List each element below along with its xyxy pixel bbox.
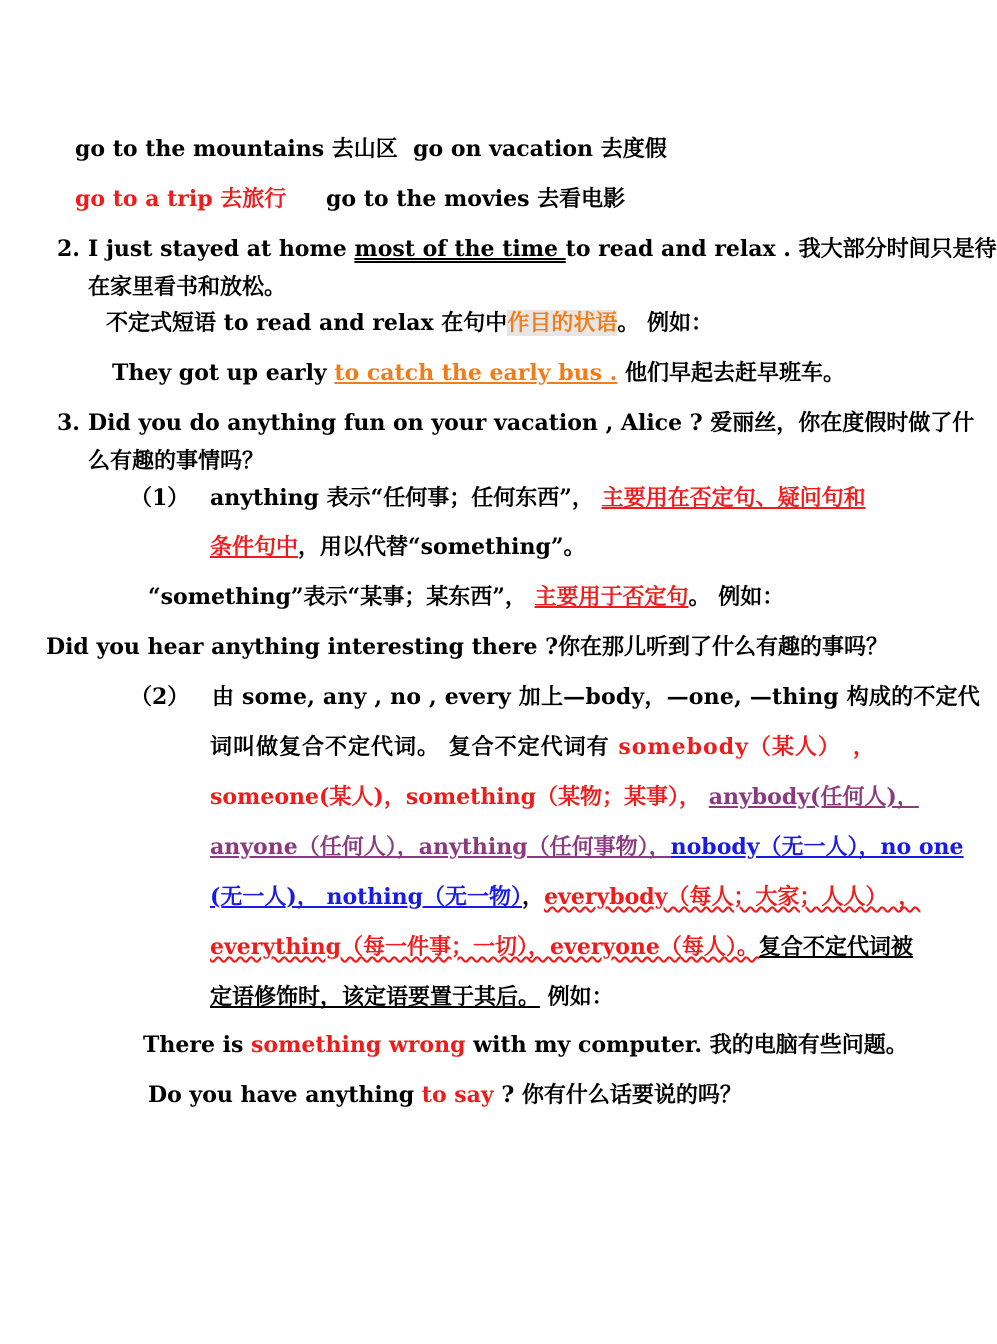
point1-something-rule: 主要用于否定句 — [534, 584, 689, 610]
example-something-wrong: There is something wrong with my computer. 我的电脑有些问题。 — [143, 1032, 908, 1058]
point2-rule-cont: 定语修饰时，该定语要置于其后。 — [210, 984, 541, 1010]
item2-underlined-phrase: most of the time — [354, 236, 566, 262]
phrase-line-1 — [75, 134, 667, 164]
point2-line2: 词叫做复合不定代词。 复合不定代词有 somebody（某人） ， — [210, 734, 876, 760]
item2-note-highlight: 作目的状语 — [507, 310, 618, 336]
pronoun-anyone-anything: anyone（任何人），anything（任何事物）， — [210, 834, 671, 860]
pronoun-someone-something: someone(某人)，something（某物；某事）， — [210, 784, 702, 810]
point1-line1: anything 表示“任何事；任何东西”， 主要用在否定句、疑问句和 — [210, 485, 866, 511]
pronoun-everything-everyone: everything（每一件事；一切），everyone（每人）。 — [210, 934, 759, 960]
example-anything-to-say: Do you have anything to say ? 你有什么话要说的吗？ — [148, 1082, 742, 1108]
item2-sentence: I just stayed at home most of the time to read and relax . 我大部分时间只是待 — [88, 236, 997, 262]
point1-rule: 主要用在否定句、疑问句和 — [601, 485, 866, 511]
phrase-go-to-trip: go to a trip 去旅行 — [75, 186, 287, 212]
item3-sentence: Did you do anything fun on your vacation , Alice ? 爱丽丝，你在度假时做了什 — [88, 410, 975, 436]
item3-number: 3. — [57, 410, 80, 436]
point2-line7: 定语修饰时，该定语要置于其后。 例如： — [210, 984, 614, 1010]
point2-line6 — [210, 932, 913, 962]
point1-line2: 条件句中，用以代替“something”。 — [210, 534, 586, 560]
pronoun-everybody: everybody（每人；大家；人人） ， — [544, 884, 921, 910]
point2-line4 — [210, 832, 964, 862]
phrase-go-to-mountains: go to the mountains 去山区 — [75, 136, 398, 162]
point2-rule: 复合不定代词被 — [758, 934, 913, 960]
phrase-go-on-vacation: go on vacation 去度假 — [413, 136, 667, 162]
point1-rule-cont: 条件句中 — [210, 534, 299, 560]
item3-sentence-line2: 么有趣的事情吗？ — [88, 448, 265, 474]
pronoun-nobody-noone: nobody（无一人），no one — [670, 834, 964, 860]
example-highlight-to-say: to say — [421, 1082, 494, 1108]
item2-number: 2. — [57, 236, 80, 262]
phrase-go-to-movies: go to the movies 去看电影 — [326, 186, 626, 212]
item2-example-phrase: to catch the early bus . — [334, 360, 618, 386]
point1-line3: “something”表示“某事；某东西”， 主要用于否定句。 例如： — [148, 584, 785, 610]
example-hear-anything: Did you hear anything interesting there ?你在那儿听到了什么有趣的事吗？ — [46, 634, 889, 660]
item2-note: 不定式短语 to read and relax 在句中作目的状语。 例如： — [106, 310, 713, 336]
point2-line1: 由 some, any , no , every 加上—body，—one, —thing 构成的不定代 — [212, 684, 980, 710]
item2-example: They got up early to catch the early bus . 他们早起去赶早班车。 — [112, 360, 845, 386]
example-highlight-something-wrong: something wrong — [251, 1032, 466, 1058]
pronoun-somebody: somebody（某人） ， — [618, 734, 876, 760]
pronoun-nothing: (无一人)， nothing（无一物） — [210, 884, 523, 910]
item2-sentence-line2: 在家里看书和放松。 — [88, 274, 287, 300]
point2-line3 — [210, 782, 919, 812]
point2-number: （2） — [130, 684, 190, 710]
point2-line5: (无一人)， nothing（无一物），everybody（每人；大家；人人） ， — [210, 884, 921, 910]
point1-number: （1） — [130, 485, 190, 511]
pronoun-anybody: anybody(任何人)， — [708, 784, 919, 810]
